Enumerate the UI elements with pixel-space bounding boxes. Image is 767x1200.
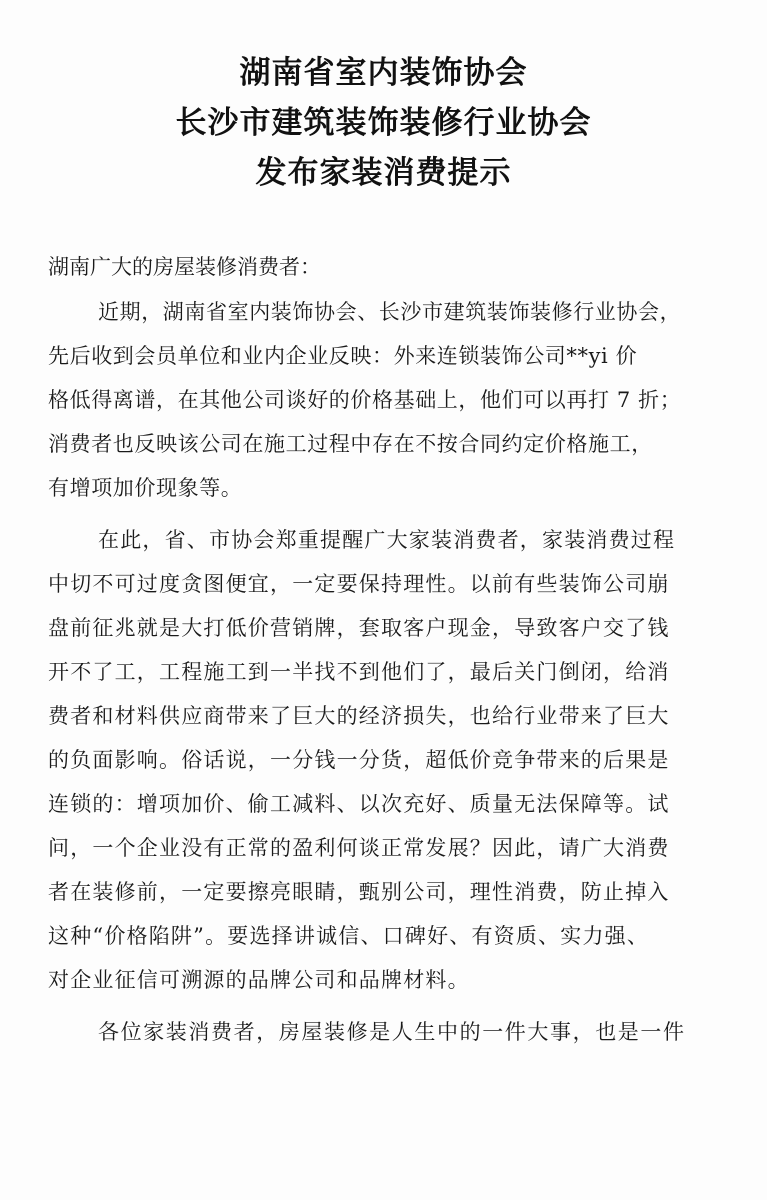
paragraph-line: 盘前征兆就是大打低价营销牌，套取客户现金，导致客户交了钱 — [48, 616, 670, 640]
paragraph-line: 费者和材料供应商带来了巨大的经济损失，也给行业带来了巨大 — [48, 704, 670, 728]
salutation: 湖南广大的房屋装修消费者： — [48, 255, 321, 279]
paragraph-3 — [48, 1018, 748, 1062]
paragraph-line: 对企业征信可溯源的品牌公司和品牌材料。 — [48, 968, 470, 992]
paragraph-line: 先后收到会员单位和业内企业反映：外来连锁装饰公司**yi 价 — [48, 344, 638, 368]
paragraph-line: 的负面影响。俗话说，一分钱一分货，超低价竞争带来的后果是 — [48, 748, 670, 772]
paragraph-line: 开不了工，工程施工到一半找不到他们了，最后关门倒闭，给消 — [48, 660, 670, 684]
paragraph-line: 各位家装消费者，房屋装修是人生中的一件大事，也是一件 — [98, 1020, 686, 1044]
paragraph-line: 中切不可过度贪图便宜，一定要保持理性。以前有些装饰公司崩 — [48, 572, 670, 596]
title-line-1: 湖南省室内装饰协会 — [239, 55, 528, 91]
title-line-2: 长沙市建筑装饰装修行业协会 — [175, 105, 592, 141]
paragraph-line: 消费者也反映该公司在施工过程中存在不按合同约定价格施工， — [48, 432, 653, 456]
paragraph-line: 在此，省、市协会郑重提醒广大家装消费者，家装消费过程 — [98, 528, 676, 552]
title-line-3: 发布家装消费提示 — [255, 155, 512, 191]
document-body — [48, 252, 748, 1070]
paragraph-line: 问，一个企业没有正常的盈利何谈正常发展？因此，请广大消费 — [48, 836, 670, 860]
paragraph-line: 这种“价格陷阱”。要选择讲诚信、口碑好、有资质、实力强、 — [48, 924, 650, 948]
paragraph-2 — [48, 526, 748, 1010]
paragraph-line: 格低得离谱，在其他公司谈好的价格基础上，他们可以再打 7 折； — [48, 388, 682, 412]
paragraph-line: 近期，湖南省室内装饰协会、长沙市建筑装饰装修行业协会， — [98, 300, 682, 324]
paragraph-line: 者在装修前，一定要擦亮眼睛，甄别公司，理性消费，防止掉入 — [48, 880, 670, 904]
document-title — [0, 48, 767, 198]
paragraph-line: 有增项加价现象等。 — [48, 476, 243, 500]
paragraph-line: 连锁的：增项加价、偷工减料、以次充好、质量无法保障等。试 — [48, 792, 670, 816]
paragraph-1 — [48, 298, 748, 518]
